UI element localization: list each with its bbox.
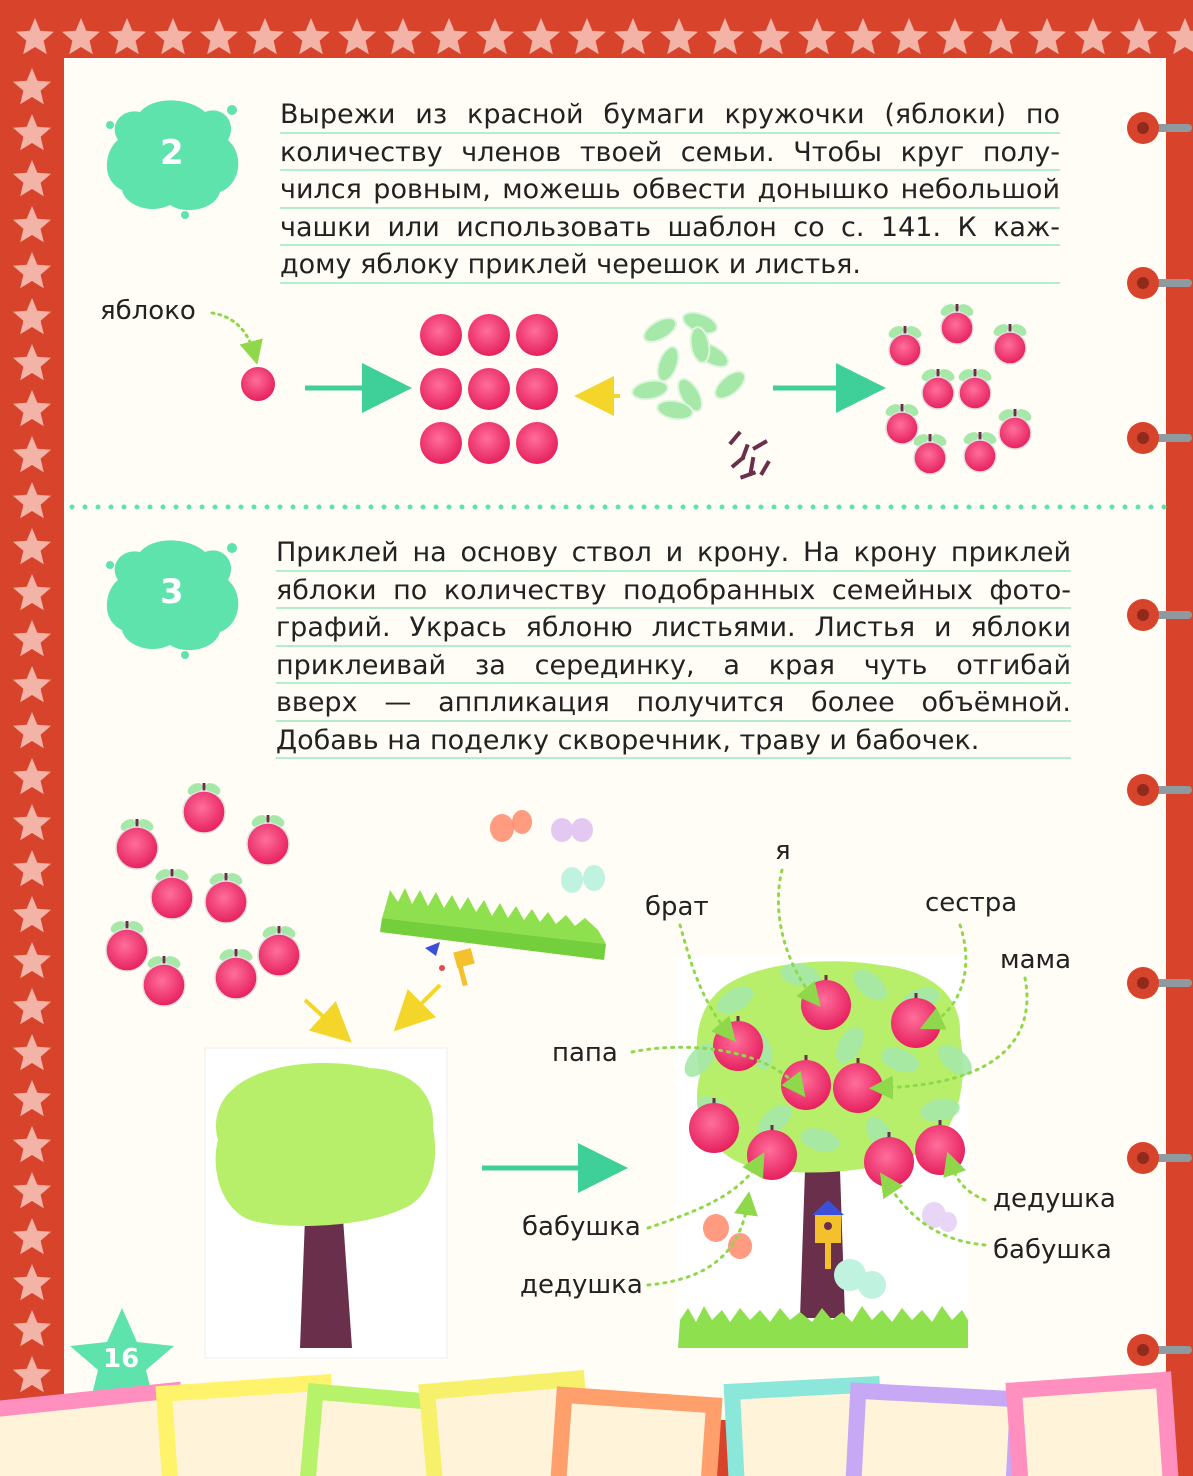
divider-dot: [967, 505, 972, 510]
divider-dot: [1019, 505, 1024, 510]
paper-circle: [468, 422, 510, 464]
apple-shape: [964, 440, 996, 472]
stem-shape: [728, 431, 741, 446]
divider-dot: [707, 505, 712, 510]
divider-dot: [746, 505, 751, 510]
apple-shape: [116, 827, 158, 869]
finished-tree-card: [676, 955, 977, 1348]
leaf-shape: [631, 378, 670, 402]
divider-dot: [122, 505, 127, 510]
divider-dot: [239, 505, 244, 510]
divider-dot: [954, 505, 959, 510]
divider-dot: [551, 505, 556, 510]
text-line: приклеивай за серединку, а края чуть отгибай: [276, 647, 1071, 685]
divider-dot: [733, 505, 738, 510]
divider-dot: [382, 505, 387, 510]
divider-dot: [447, 505, 452, 510]
divider-dot: [629, 505, 634, 510]
paper-circle: [516, 314, 558, 356]
label-grandpa-right: дедушка: [993, 1184, 1116, 1214]
divider-dot: [850, 505, 855, 510]
divider-dot: [863, 505, 868, 510]
section-divider: [70, 505, 1167, 510]
divider-dot: [174, 505, 179, 510]
leaf-shape: [710, 367, 749, 404]
divider-dot: [785, 505, 790, 510]
tree-apple: [713, 1021, 763, 1071]
divider-dot: [993, 505, 998, 510]
divider-dot: [278, 505, 283, 510]
divider-dot: [148, 505, 153, 510]
text-line: Добавь на поделку скворечник, траву и бабочек.: [276, 722, 1071, 760]
divider-dot: [668, 505, 673, 510]
ring-hole-inner: [1137, 784, 1149, 796]
divider-dot: [720, 505, 725, 510]
divider-dot: [590, 505, 595, 510]
divider-dot: [395, 505, 400, 510]
divider-dot: [252, 505, 257, 510]
text-line: яблоки по количеству подобранных семейных фото-: [276, 572, 1071, 610]
divider-dot: [83, 505, 88, 510]
apple-shape: [999, 417, 1031, 449]
apple-shape: [143, 964, 185, 1006]
divider-dot: [902, 505, 907, 510]
divider-dot: [330, 505, 335, 510]
apple-shape: [247, 823, 289, 865]
apple-shape: [922, 377, 954, 409]
apples-set: [106, 781, 300, 1006]
text-line: Приклей на основу ствол и крону. На крону приклей: [276, 534, 1071, 572]
divider-dot: [304, 505, 309, 510]
divider-dot: [1162, 505, 1167, 510]
divider-dot: [837, 505, 842, 510]
divider-dot: [889, 505, 894, 510]
paper-circle: [516, 422, 558, 464]
photo-frame: [555, 1395, 714, 1476]
leaf-shape: [640, 313, 680, 347]
grass-strip: [380, 888, 606, 960]
stem-shape: [740, 470, 756, 479]
ring-hole-inner: [1137, 977, 1149, 989]
divider-dot: [109, 505, 114, 510]
divider-dot: [538, 505, 543, 510]
divider-dot: [317, 505, 322, 510]
text-line: Вырежи из красной бумаги кружочки (яблоки) по: [280, 96, 1060, 134]
text-line: чился ровным, можешь обвести донышко небольшой: [280, 171, 1060, 209]
divider-dot: [980, 505, 985, 510]
divider-dot: [577, 505, 582, 510]
divider-dot: [200, 505, 205, 510]
label-mom: мама: [1000, 945, 1072, 975]
tree-apple: [781, 1060, 831, 1110]
tree-apple: [864, 1137, 914, 1187]
divider-dot: [96, 505, 101, 510]
paper-circles-grid: [420, 314, 558, 464]
text-line: количеству членов твоей семьи. Чтобы круг полу-: [280, 134, 1060, 172]
ring-hole-inner: [1137, 609, 1149, 621]
apple-label: яблоко: [100, 296, 196, 326]
divider-dot: [1149, 505, 1154, 510]
divider-dot: [291, 505, 296, 510]
tree-base-card: [205, 1048, 447, 1358]
divider-dot: [1110, 505, 1115, 510]
divider-dot: [694, 505, 699, 510]
tree-trunk: [800, 1170, 845, 1318]
paper-circle: [420, 422, 462, 464]
divider-dot: [486, 505, 491, 510]
page-number: 16: [103, 1344, 140, 1374]
label-grandma-right: бабушка: [993, 1235, 1112, 1265]
text-line: чашки или использовать шаблон со с. 141. К каж-: [280, 209, 1060, 247]
divider-dot: [265, 505, 270, 510]
arrow-yellow-down-1: [305, 1000, 340, 1032]
paper-circle: [468, 368, 510, 410]
text-line: дому яблоку приклей черешок и листья.: [280, 246, 1060, 284]
divider-dot: [759, 505, 764, 510]
divider-dot: [1006, 505, 1011, 510]
ring-hole-inner: [1137, 277, 1149, 289]
label-sister: сестра: [925, 888, 1018, 918]
divider-dot: [408, 505, 413, 510]
divider-dot: [1071, 505, 1076, 510]
divider-dot: [512, 505, 517, 510]
divider-dot: [1097, 505, 1102, 510]
divider-dot: [772, 505, 777, 510]
photo-frames-decoration: [0, 1379, 1173, 1476]
butterfly-mint: [561, 865, 605, 893]
paper-circle: [468, 314, 510, 356]
divider-dot: [187, 505, 192, 510]
divider-dot: [928, 505, 933, 510]
apple-shape: [183, 791, 225, 833]
divider-dot: [135, 505, 140, 510]
apple-shape: [205, 881, 247, 923]
divider-dot: [525, 505, 530, 510]
divider-dot: [941, 505, 946, 510]
divider-dot: [564, 505, 569, 510]
single-apple: [241, 367, 275, 401]
photo-frame: [1014, 1380, 1173, 1476]
apple-shape: [886, 412, 918, 444]
divider-dot: [473, 505, 478, 510]
divider-dot: [499, 505, 504, 510]
divider-dot: [369, 505, 374, 510]
divider-dot: [681, 505, 686, 510]
leaf-shape: [653, 344, 682, 384]
divider-dot: [655, 505, 660, 510]
paper-leaves: [631, 308, 750, 422]
ring-hole-inner: [1137, 1152, 1149, 1164]
divider-dot: [1084, 505, 1089, 510]
label-grandpa-left: дедушка: [520, 1270, 643, 1300]
finished-apples: [884, 302, 1034, 474]
label-brother: брат: [645, 892, 709, 922]
divider-dot: [1123, 505, 1128, 510]
apple-shape: [106, 929, 148, 971]
text-line: графий. Укрась яблоню листьями. Листья и яблоки: [276, 609, 1071, 647]
apple-label-pointer: [212, 313, 255, 356]
ring-hole-inner: [1137, 122, 1149, 134]
ring-hole-inner: [1137, 432, 1149, 444]
apple-shape: [215, 957, 257, 999]
tree-apple: [747, 1130, 797, 1180]
step-3-number: 3: [160, 572, 184, 612]
paper-circle: [420, 314, 462, 356]
label-dad: папа: [552, 1038, 618, 1068]
divider-dot: [356, 505, 361, 510]
tree-apple: [689, 1103, 739, 1153]
divider-dot: [876, 505, 881, 510]
text-line: вверх — аппликация получится более объёмной.: [276, 684, 1071, 722]
divider-dot: [1032, 505, 1037, 510]
stem-shape: [731, 455, 746, 468]
apple-shape: [889, 334, 921, 366]
tree-apple: [833, 1063, 883, 1113]
stem-shape: [752, 439, 768, 450]
paper-circle: [420, 368, 462, 410]
step-2-number: 2: [160, 133, 184, 173]
divider-dot: [460, 505, 465, 510]
divider-dot: [603, 505, 608, 510]
apple-shape: [994, 332, 1026, 364]
divider-dot: [824, 505, 829, 510]
apple-shape: [151, 877, 193, 919]
divider-dot: [421, 505, 426, 510]
divider-dot: [915, 505, 920, 510]
ring-hole-inner: [1137, 1344, 1149, 1356]
divider-dot: [1136, 505, 1141, 510]
label-me: я: [775, 836, 791, 866]
divider-dot: [642, 505, 647, 510]
butterfly-lilac: [551, 818, 593, 842]
paper-circle: [516, 368, 558, 410]
divider-dot: [213, 505, 218, 510]
stem-shape: [759, 460, 770, 476]
step-2-instructions: [280, 96, 1060, 284]
paper-stems: [728, 431, 770, 480]
divider-dot: [616, 505, 621, 510]
step-3-instructions: [276, 534, 1071, 759]
tree-apple: [801, 980, 851, 1030]
divider-dot: [161, 505, 166, 510]
divider-dot: [798, 505, 803, 510]
butterfly-orange: [490, 810, 532, 842]
divider-dot: [343, 505, 348, 510]
divider-dot: [434, 505, 439, 510]
apple-shape: [914, 442, 946, 474]
apple-shape: [959, 377, 991, 409]
divider-dot: [226, 505, 231, 510]
divider-dot: [1045, 505, 1050, 510]
birdhouse-pieces: [425, 942, 475, 986]
arrow-yellow-down-2: [405, 985, 440, 1020]
photo-frame: [851, 1391, 1018, 1476]
divider-dot: [70, 505, 75, 510]
tree-apple: [891, 998, 941, 1048]
apple-shape: [941, 312, 973, 344]
apple-shape: [258, 934, 300, 976]
label-grandma-left: бабушка: [522, 1212, 641, 1242]
tree-apple: [915, 1125, 965, 1175]
divider-dot: [811, 505, 816, 510]
binder-rings: [1127, 112, 1192, 1366]
divider-dot: [1058, 505, 1063, 510]
